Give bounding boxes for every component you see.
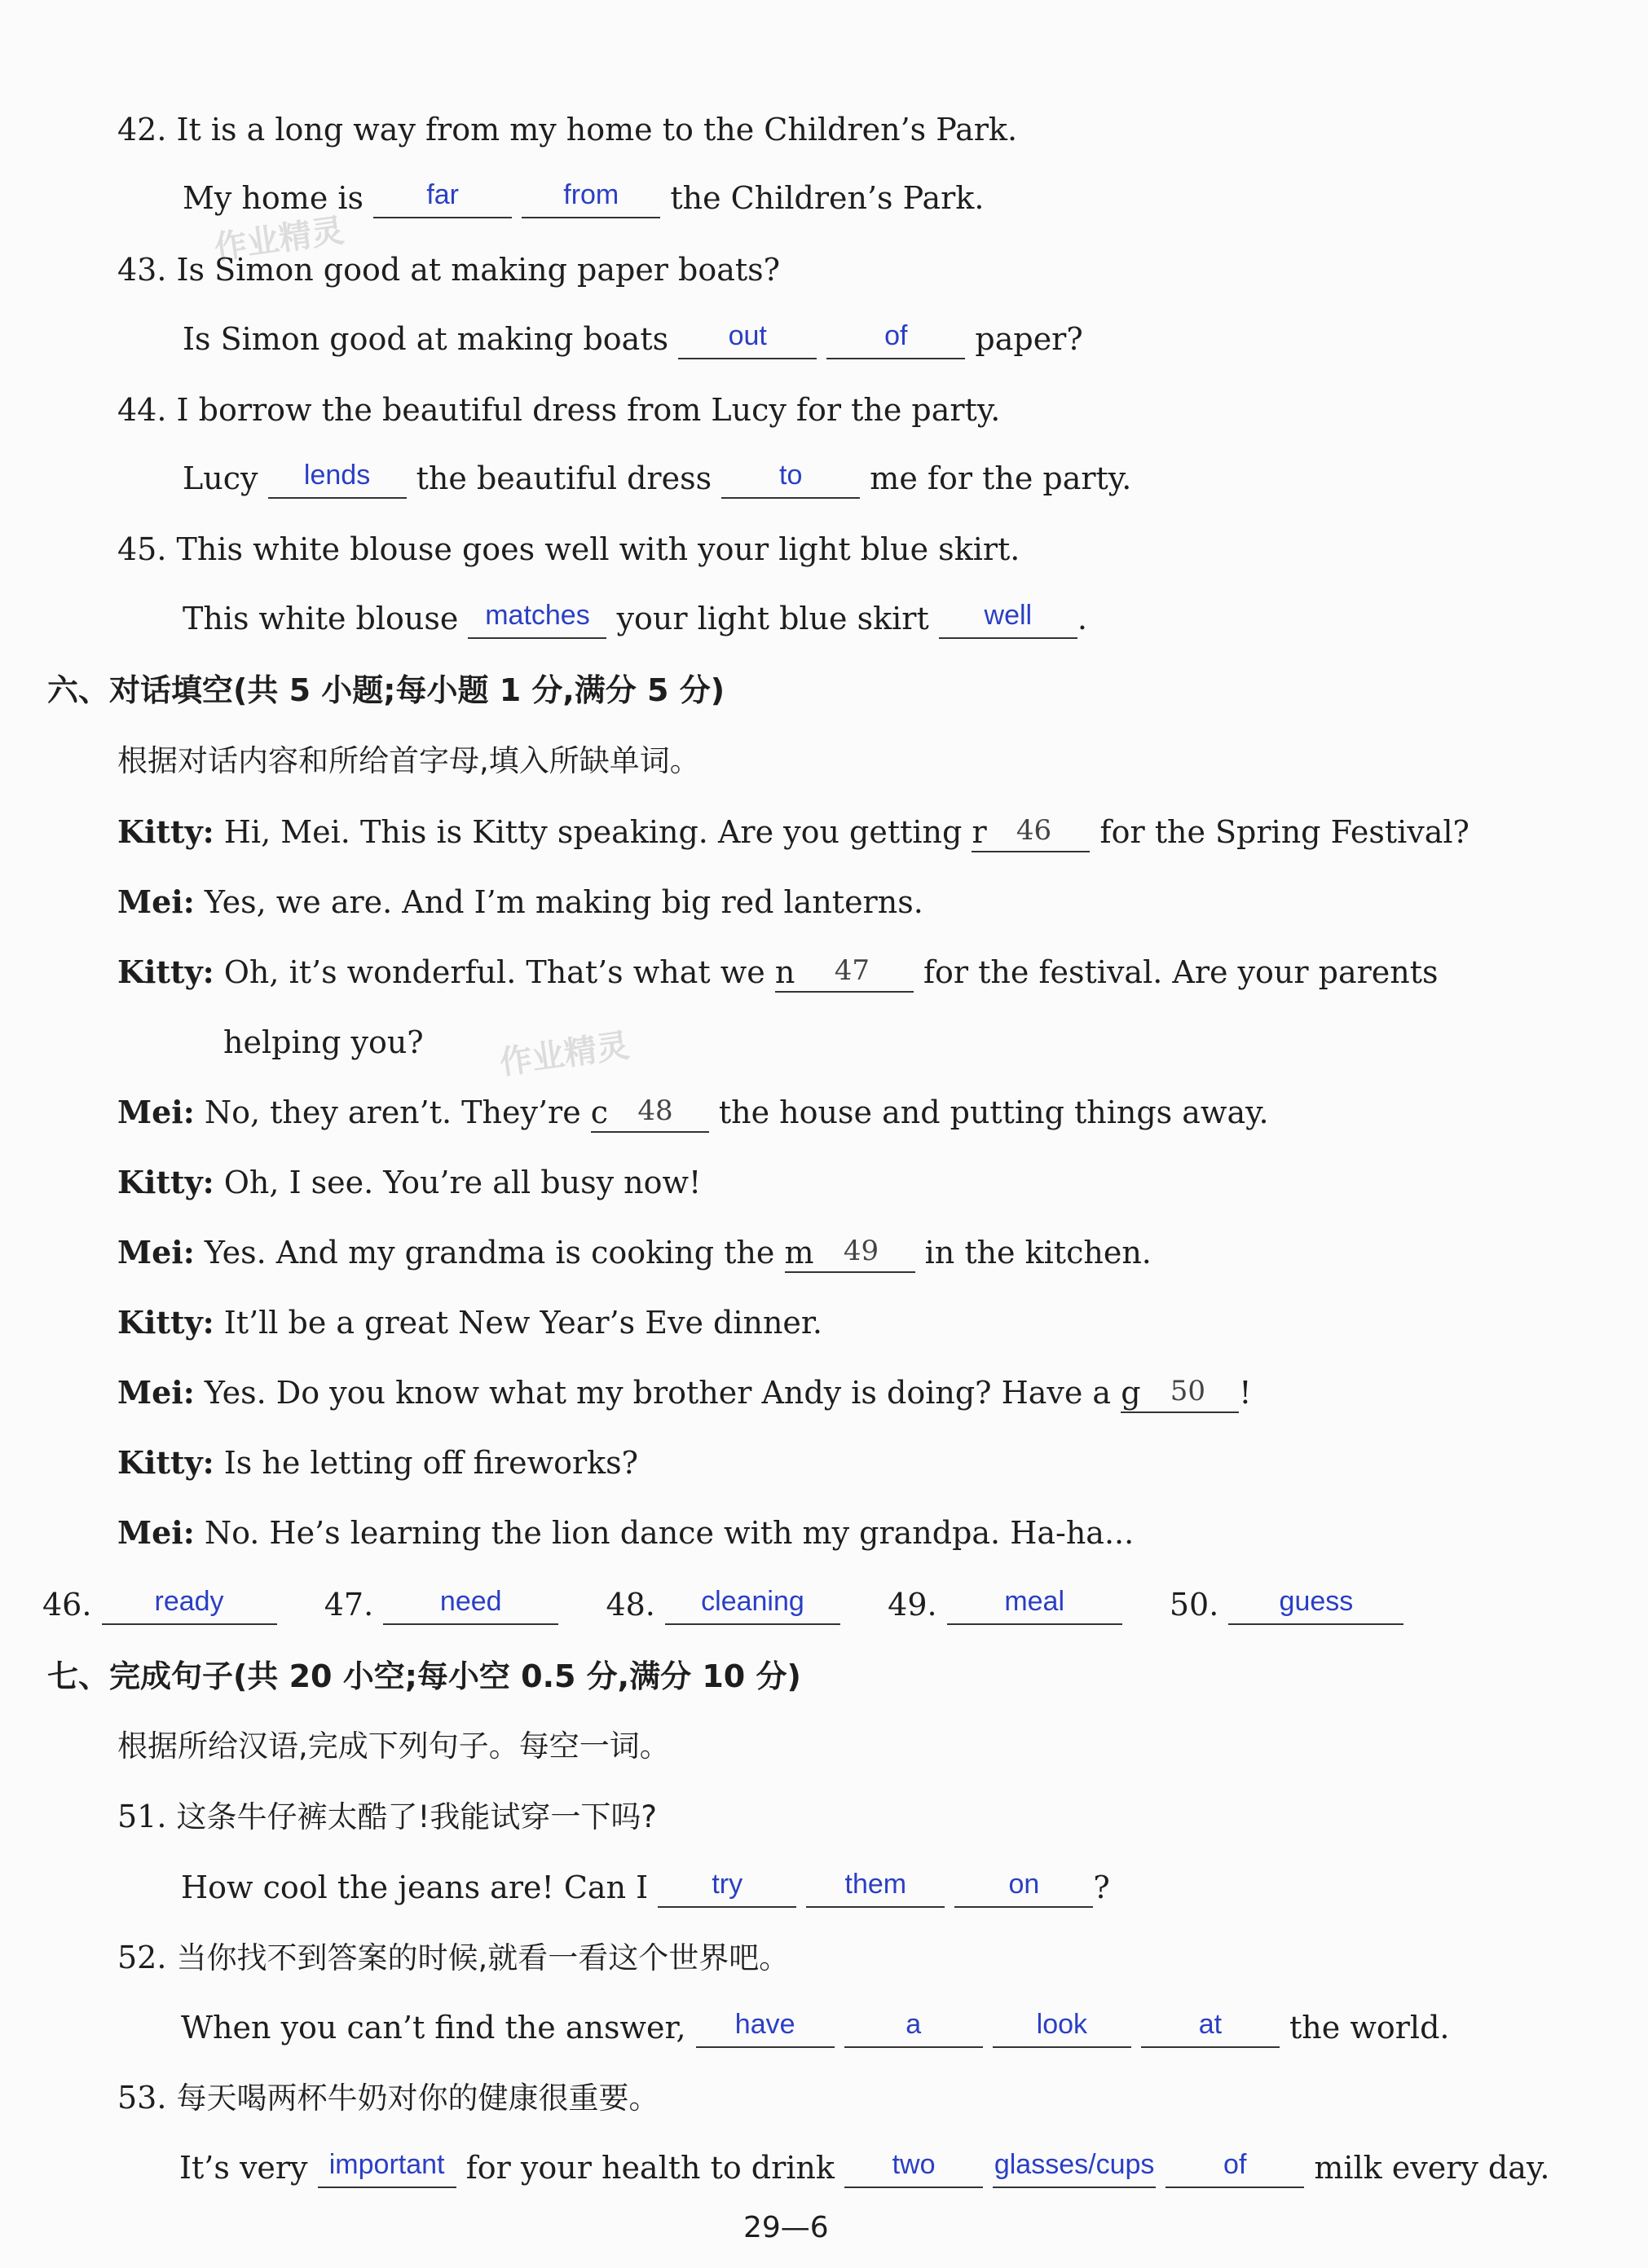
q52-blank-2[interactable]: a xyxy=(844,2012,983,2048)
q51-blank-1[interactable]: try xyxy=(658,1872,796,1908)
blank-50[interactable]: g 50 xyxy=(1121,1377,1239,1413)
q53-blank-3[interactable]: glasses/cups xyxy=(993,2152,1156,2188)
q45-blank-2[interactable]: well xyxy=(939,603,1077,639)
dialogue-line-5: Kitty: Oh, I see. You’re all busy now! xyxy=(117,1164,702,1200)
blank-49[interactable]: m 49 xyxy=(785,1237,915,1273)
blank-46[interactable]: r 46 xyxy=(972,817,1090,852)
q52-blank-1[interactable]: have xyxy=(696,2012,835,2048)
answer-47[interactable]: need xyxy=(383,1589,558,1625)
q45-rewrite: This white blouse matches your light blue skirt well . xyxy=(183,603,1087,639)
q45-original: 45. This white blouse goes well with your light blue skirt. xyxy=(117,531,1020,567)
answer-46[interactable]: ready xyxy=(102,1589,277,1625)
q53-blank-1[interactable]: important xyxy=(318,2152,456,2188)
dialogue-line-3: Kitty: Oh, it’s wonderful. That’s what we n 47 for the festival. Are your parents xyxy=(117,957,1439,993)
q45-blank-1[interactable]: matches xyxy=(468,603,606,639)
section-6-instruction: 根据对话内容和所给首字母,填入所缺单词。 xyxy=(117,743,700,778)
q42-blank-1[interactable]: far xyxy=(373,183,512,218)
q51-blank-2[interactable]: them xyxy=(806,1872,945,1908)
q52-blank-3[interactable]: look xyxy=(993,2012,1131,2048)
dialogue-line-4: Mei: No, they aren’t. They’re c 48 the house and putting things away. xyxy=(117,1097,1269,1133)
q44-blank-1[interactable]: lends xyxy=(268,463,407,499)
dialogue-line-2: Mei: Yes, we are. And I’m making big red lanterns. xyxy=(117,883,923,920)
dialogue-line-9: Kitty: Is he letting off fireworks? xyxy=(117,1444,639,1481)
q53-chinese: 53. 每天喝两杯牛奶对你的健康很重要。 xyxy=(117,2080,659,2116)
dialogue-line-6: Mei: Yes. And my grandma is cooking the m 49 in the kitchen. xyxy=(117,1237,1152,1273)
q43-original: 43. Is Simon good at making paper boats? xyxy=(117,252,781,288)
q51-blank-3[interactable]: on xyxy=(954,1872,1093,1908)
q44-rewrite: Lucy lends the beautiful dress to me for the party. xyxy=(183,463,1131,499)
q53-english: It’s very important for your health to drink two glasses/cups of milk every day. xyxy=(179,2152,1549,2188)
q42-rewrite: My home is far from the Children’s Park. xyxy=(183,183,984,218)
q52-english: When you can’t find the answer, have a look at the world. xyxy=(181,2012,1449,2048)
q51-chinese: 51. 这条牛仔裤太酷了!我能试穿一下吗? xyxy=(117,1799,658,1834)
q42-original: 42. It is a long way from my home to the Children’s Park. xyxy=(117,112,1018,148)
watermark: 作业精灵 xyxy=(497,1027,632,1082)
answer-row: 46. ready 47. need 48. cleaning 49. meal 50. guess xyxy=(42,1589,1403,1625)
dialogue-line-8: Mei: Yes. Do you know what my brother Andy is doing? Have a g 50 ! xyxy=(117,1377,1251,1413)
q53-blank-2[interactable]: two xyxy=(844,2152,983,2188)
dialogue-line-3-cont: helping you? xyxy=(223,1024,424,1060)
q43-rewrite: Is Simon good at making boats out of paper? xyxy=(183,324,1083,359)
blank-48[interactable]: c 48 xyxy=(591,1097,709,1133)
q44-blank-2[interactable]: to xyxy=(721,463,860,499)
watermark: 作业精灵 xyxy=(212,212,346,267)
dialogue-line-7: Kitty: It’ll be a great New Year’s Eve dinner. xyxy=(117,1304,822,1341)
section-7-heading: 七、完成句子(共 20 小空;每小空 0.5 分,满分 10 分) xyxy=(47,1658,801,1694)
q53-blank-4[interactable]: of xyxy=(1165,2152,1304,2188)
q43-blank-2[interactable]: of xyxy=(826,324,965,359)
q43-blank-1[interactable]: out xyxy=(678,324,817,359)
q42-blank-2[interactable]: from xyxy=(522,183,660,218)
q51-english: How cool the jeans are! Can I try them on ? xyxy=(181,1872,1110,1908)
answer-50[interactable]: guess xyxy=(1228,1589,1403,1625)
dialogue-line-10: Mei: No. He’s learning the lion dance with my grandpa. Ha-ha... xyxy=(117,1514,1135,1551)
answer-48[interactable]: cleaning xyxy=(665,1589,840,1625)
blank-47[interactable]: n 47 xyxy=(775,957,914,993)
page-number: 29—6 xyxy=(743,2211,829,2244)
q44-original: 44. I borrow the beautiful dress from Lucy for the party. xyxy=(117,392,1001,428)
section-6-heading: 六、对话填空(共 5 小题;每小题 1 分,满分 5 分) xyxy=(47,672,725,708)
dialogue-line-1: Kitty: Hi, Mei. This is Kitty speaking. Are you getting r 46 for the Spring Festival? xyxy=(117,817,1470,852)
q52-blank-4[interactable]: at xyxy=(1141,2012,1280,2048)
q52-chinese: 52. 当你找不到答案的时候,就看一看这个世界吧。 xyxy=(117,1940,790,1975)
section-7-instruction: 根据所给汉语,完成下列句子。每空一词。 xyxy=(117,1729,670,1764)
answer-49[interactable]: meal xyxy=(947,1589,1122,1625)
